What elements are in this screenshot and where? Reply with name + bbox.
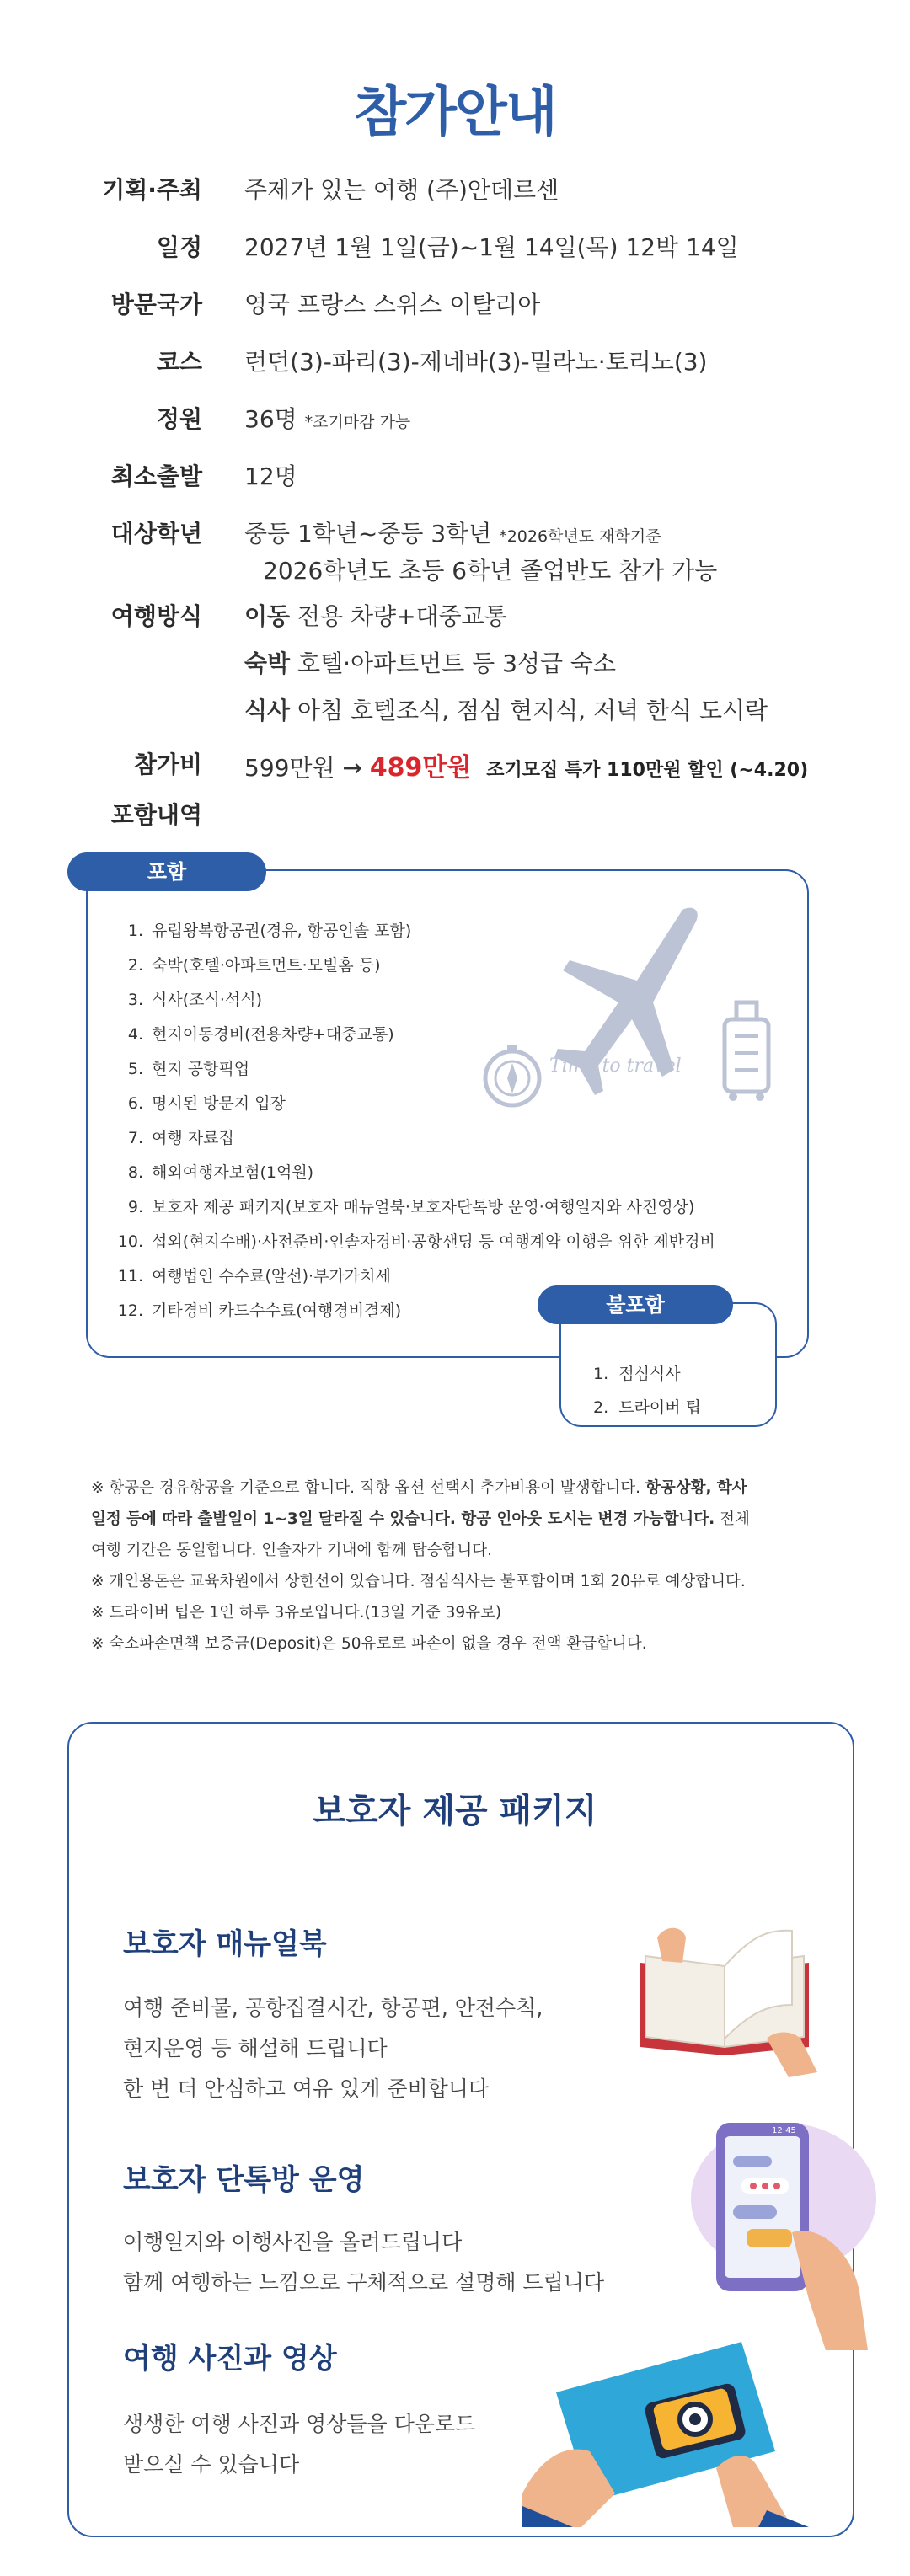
camera-icon xyxy=(522,2325,843,2527)
note-text: ※ 개인용돈은 교육차원에서 상한선이 있습니다. 점심식사는 불포함이며 1회 20유로 예상합니다. xyxy=(91,1573,746,1590)
travel-illustration xyxy=(472,876,792,1129)
method-meal-value: 아침 호텔조식, 점심 현지식, 저녁 한식 도시락 xyxy=(297,697,768,724)
note-text: ※ 숙소파손면책 보증금(Deposit)은 50유로로 파손이 없을 경우 전액 환급합니다. xyxy=(91,1635,647,1653)
list-item: 1. 유럽왕복항공권(경유, 항공인솔 포함) xyxy=(127,922,412,940)
info-row-included xyxy=(84,797,843,839)
list-item: 2. 드라이버 팁 xyxy=(593,1398,702,1417)
grade-value: 중등 1학년~중등 3학년 xyxy=(244,520,492,548)
phone-time: 12:45 xyxy=(772,2126,796,2135)
schedule-label: 일정 xyxy=(156,233,202,261)
fee-price: 489만원 xyxy=(369,753,472,783)
grade-label: 대상학년 xyxy=(110,520,202,548)
method-meal-key: 식사 xyxy=(244,697,291,724)
package-title: 보호자 제공 패키지 xyxy=(313,1792,597,1830)
fee-label: 참가비 xyxy=(133,751,202,778)
info-row-minimum xyxy=(84,458,843,500)
note-text: 전체 xyxy=(715,1510,750,1528)
info-row-organizer xyxy=(84,172,843,214)
included-label: 포함내역 xyxy=(110,801,202,829)
capacity-value: 36명 xyxy=(244,405,297,433)
list-item: 9. 보호자 제공 패키지(보호자 매뉴얼북·보호자단톡방 운영·여행일지와 사진영상) xyxy=(127,1198,695,1216)
chat-text: 여행일지와 여행사진을 올려드립니다 함께 여행하는 느낌으로 구체적으로 설명해 드립니다 xyxy=(123,2230,605,2295)
list-item: 10. 섭외(현지수배)·사전준비·인솔자경비·공항샌딩 등 여행계약 이행을 위한 제반경비 xyxy=(117,1232,715,1251)
schedule-value: 2027년 1월 1일(금)~1월 14일(목) 12박 14일 xyxy=(244,233,739,261)
note-text: ※ 항공은 경유항공을 기준으로 합니다. 직항 옵션 선택시 추가비용이 발생합니다. xyxy=(91,1479,645,1497)
book-icon xyxy=(624,1912,834,2081)
method-move-value: 전용 차량+대중교통 xyxy=(297,602,507,630)
notes xyxy=(91,1472,832,1659)
manual-heading: 보호자 매뉴얼북 xyxy=(123,1927,327,1961)
method-move-key: 이동 xyxy=(244,602,291,630)
capacity-label: 정원 xyxy=(156,405,202,433)
list-item: 1. 점심식사 xyxy=(593,1365,681,1383)
photo-text: 생생한 여행 사진과 영상들을 다운로드 받으실 수 있습니다 xyxy=(123,2412,476,2477)
chat-heading: 보호자 단톡방 운영 xyxy=(123,2163,365,2197)
list-item: 4. 현지이동경비(전용차량+대중교통) xyxy=(127,1025,394,1044)
note-text-bold: 일정 등에 따라 출발일이 1~3일 달라질 수 있습니다. 항공 인아웃 도시는 변경 가능합니다. xyxy=(91,1510,715,1528)
stamp-text: Time to travel xyxy=(549,1056,682,1077)
list-item: 3. 식사(조식·석식) xyxy=(127,991,262,1009)
info-row-capacity xyxy=(84,401,843,443)
list-item: 2. 숙박(호텔·아파트먼트·모빌홈 등) xyxy=(127,956,381,975)
note-text-bold: 항공상황, 학사 xyxy=(645,1479,747,1497)
grade-note2: 2026학년도 초등 6학년 졸업반도 참가 가능 xyxy=(263,557,718,585)
suitcase-icon xyxy=(725,1002,768,1101)
list-item: 11. 여행법인 수수료(알선)·부가가치세 xyxy=(117,1267,391,1285)
list-item: 12. 기타경비 카드수수료(여행경비결제) xyxy=(117,1301,402,1320)
countries-label: 방문국가 xyxy=(110,291,202,318)
minimum-label: 최소출발 xyxy=(110,462,202,490)
list-item: 6. 명시된 방문지 입장 xyxy=(127,1094,286,1113)
fee-promo: 조기모집 특가 110만원 할인 (~4.20) xyxy=(486,760,809,781)
list-item: 8. 해외여행자보험(1억원) xyxy=(127,1163,314,1182)
course-value: 런던(3)-파리(3)-제네바(3)-밀라노·토리노(3) xyxy=(244,348,708,376)
compass-icon xyxy=(485,1045,539,1105)
method-stay-key: 숙박 xyxy=(244,649,291,677)
page-title: 참가안내 xyxy=(354,82,556,144)
note-text: ※ 드라이버 팁은 1인 하루 3유로입니다.(13일 기준 39유로) xyxy=(91,1604,502,1622)
included-pill: 포함 xyxy=(67,852,266,891)
method-stay-value: 호텔·아파트먼트 등 3성급 숙소 xyxy=(297,649,617,677)
fee-original: 599만원 → xyxy=(244,754,362,782)
excluded-pill: 불포함 xyxy=(538,1285,733,1324)
organizer-value: 주제가 있는 여행 (주)안데르센 xyxy=(244,176,559,204)
note-text: 여행 기간은 동일합니다. 인솔자가 기내에 함께 탑승합니다. xyxy=(91,1542,492,1559)
grade-note: *2026학년도 재학기준 xyxy=(499,527,661,546)
organizer-label: 기획·주최 xyxy=(102,176,202,204)
capacity-note: *조기마감 가능 xyxy=(304,413,411,431)
list-item: 5. 현지 공항픽업 xyxy=(127,1060,250,1078)
list-item: 7. 여행 자료집 xyxy=(127,1129,234,1147)
info-row-method xyxy=(84,598,843,733)
method-label: 여행방식 xyxy=(110,602,202,630)
info-row-grade xyxy=(84,516,843,583)
info-row-fee xyxy=(84,746,843,788)
countries-value: 영국 프랑스 스위스 이탈리아 xyxy=(244,291,541,318)
course-label: 코스 xyxy=(156,348,202,376)
info-row-schedule xyxy=(84,229,843,271)
photo-heading: 여행 사진과 영상 xyxy=(123,2342,337,2376)
minimum-value: 12명 xyxy=(244,462,297,490)
info-row-countries xyxy=(84,286,843,329)
manual-text: 여행 준비물, 공항집결시간, 항공편, 안전수칙, 현지운영 등 해설해 드립니다 한 번 더 안심하고 여유 있게 준비합니다 xyxy=(123,1996,543,2101)
info-row-course xyxy=(84,344,843,386)
phone-icon xyxy=(691,2106,876,2359)
